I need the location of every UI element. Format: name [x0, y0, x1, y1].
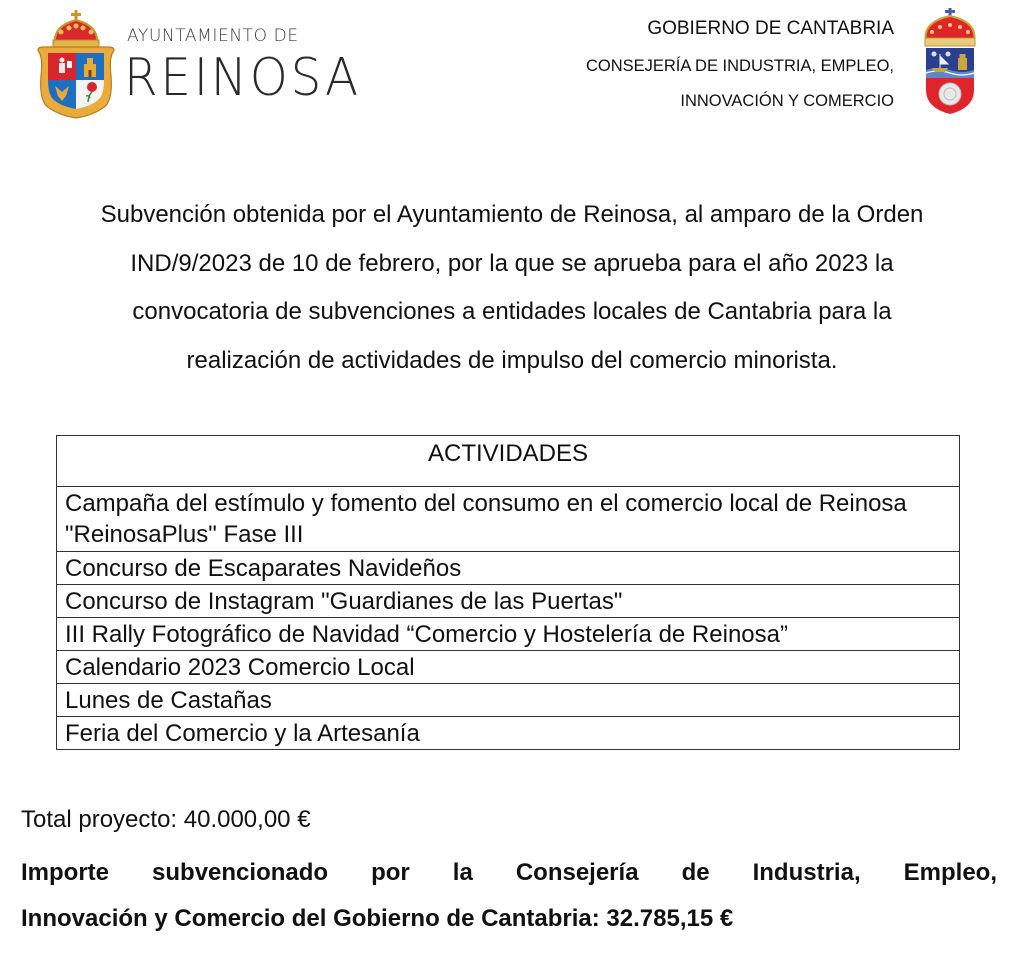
activity-cell: Concurso de Escaparates Navideños [57, 552, 960, 585]
government-title: GOBIERNO DE CANTABRIA [647, 18, 894, 39]
ayuntamiento-label: AYUNTAMIENTO DE [127, 26, 299, 46]
intro-line: convocatoria de subvenciones a entidades locales de Cantabria para la [132, 298, 892, 325]
subsidy-line-2: Innovación y Comercio del Gobierno de Cantabria: 32.785,15 € [21, 905, 734, 932]
activity-cell: Calendario 2023 Comercio Local [57, 651, 960, 684]
reinosa-wordmark: REINOSA [124, 48, 361, 108]
table-row [57, 585, 960, 618]
activity-cell: Feria del Comercio y la Artesanía [57, 717, 960, 750]
activity-cell: Campaña del estímulo y fomento del consumo en el comercio local de Reinosa "ReinosaPlus" Fase III [57, 487, 960, 552]
table-row [57, 684, 960, 717]
intro-line: realización de actividades de impulso del comercio minorista. [186, 346, 838, 374]
intro-line: Subvención obtenida por el Ayuntamiento de Reinosa, al amparo de la Orden [100, 201, 924, 228]
subsidy-line-1: Importe subvencionado por la Consejería de Industria, Empleo, [21, 859, 997, 886]
total-project: Total proyecto: 40.000,00 € [21, 806, 311, 833]
activity-cell: Lunes de Castañas [57, 684, 960, 717]
intro-line: IND/9/2023 de 10 de febrero, por la que se aprueba para el año 2023 la [130, 249, 894, 277]
table-row [57, 552, 960, 585]
table-row [57, 487, 960, 552]
table-header-activities: ACTIVIDADES [57, 436, 960, 487]
department-line-1: CONSEJERÍA DE INDUSTRIA, EMPLEO, [585, 57, 894, 75]
activity-cell: Concurso de Instagram "Guardianes de las Puertas" [57, 585, 960, 618]
department-line-2: INNOVACIÓN Y COMERCIO [680, 92, 894, 110]
intro-paragraph [0, 191, 1024, 385]
cantabria-coat-of-arms-icon [918, 4, 982, 116]
reinosa-coat-of-arms-icon [33, 6, 119, 120]
table-row [57, 651, 960, 684]
activity-cell: III Rally Fotográfico de Navidad “Comercio y Hostelería de Reinosa” [57, 618, 960, 651]
subsidy-amount [21, 850, 997, 942]
table-row [57, 618, 960, 651]
activities-table [56, 435, 960, 750]
table-row [57, 717, 960, 750]
table-header-row [57, 436, 960, 487]
